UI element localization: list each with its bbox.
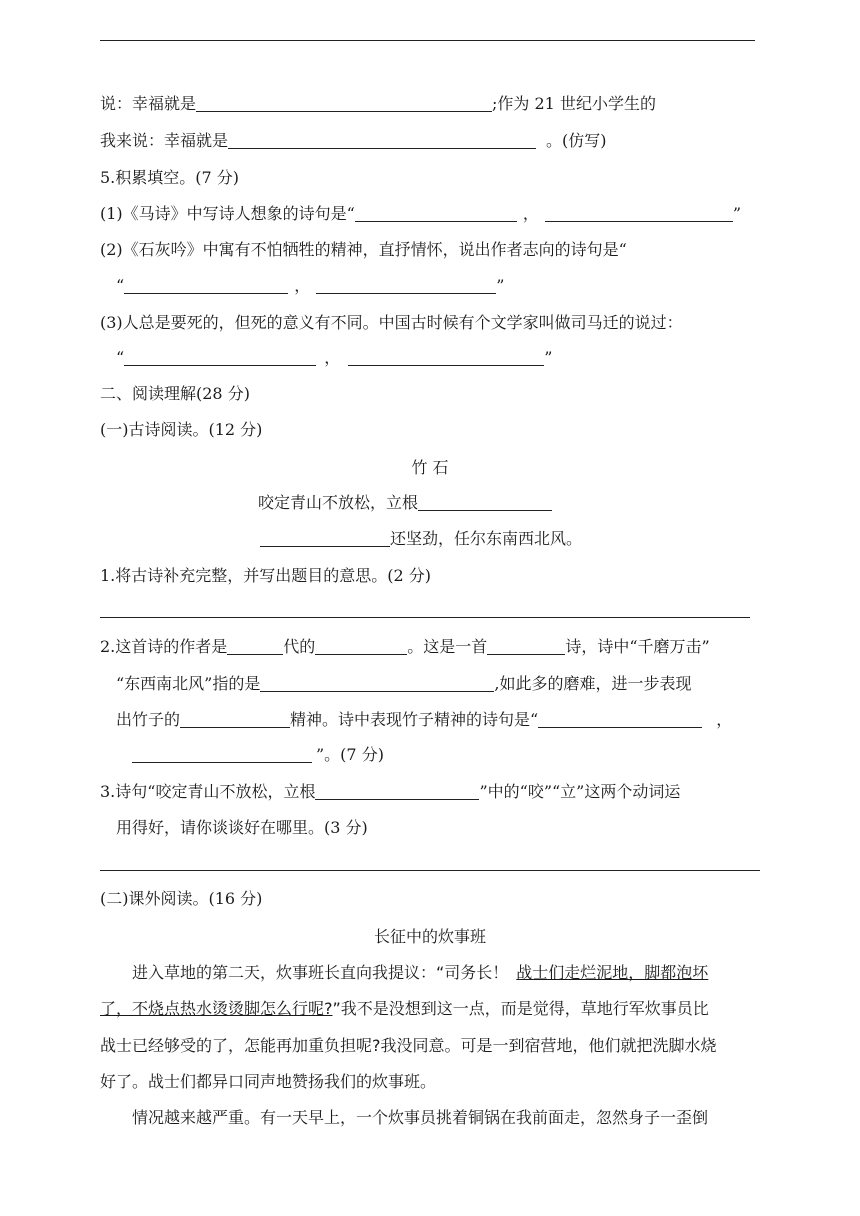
answer-blank[interactable] [260,675,494,692]
story-line: 情况越来越严重。有一天早上，一个炊事员挑着铜锅在我前面走，忽然身子一歪倒 [132,1108,709,1127]
answer-blank[interactable] [316,277,496,294]
question-heading: 1.将古诗补充完整，并写出题目的意思。(2 分) [100,566,432,585]
story-line: 好了。战士们都异口同声地赞扬我们的炊事班。 [100,1072,437,1091]
text: 3.诗句“咬定青山不放松，立根 [100,782,316,801]
text: 进入草地的第二天，炊事班长直向我提议：“司务长！ [132,963,509,982]
text: ”中的“咬”“立”这两个动词运 [479,782,681,801]
story-title: 长征中的炊事班 [373,927,486,946]
text: “ [116,348,125,367]
text: 2.这首诗的作者是 [100,637,228,656]
text: ”我不是没想到这一点，而是觉得，草地行军炊事员比 [332,999,709,1018]
text: 出竹子的 [116,710,181,729]
top-rule [100,40,755,41]
story-line [132,963,708,983]
text: ;作为 21 世纪小学生的 [492,94,656,113]
answer-blank[interactable] [196,95,492,112]
text-line: (2)《石灰吟》中寓有不怕牺牲的精神，直抒情怀，说出作者志向的诗句是“ [100,240,627,259]
text: ,如此多的磨难，进一步表现 [494,674,692,693]
text: ， [522,204,539,223]
text: 诗，诗中“千磨万击” [565,637,710,656]
story-line [100,999,709,1019]
text: 。这是一首 [407,637,488,656]
text-line [132,745,384,765]
underlined-text: 战士们走烂泥地，脚都泡坏 [516,963,709,982]
text-line [116,348,552,368]
answer-blank[interactable] [260,530,390,547]
answer-blank[interactable] [487,638,565,655]
text: ” [544,348,553,367]
poem-title: 竹 石 [411,458,449,477]
text-line [100,94,656,114]
answer-blank[interactable] [545,205,733,222]
answer-blank[interactable] [418,494,552,511]
text: “ [116,276,125,295]
poem-line [258,493,552,513]
poem-line [260,529,582,549]
text: 还坚劲，任尔东南西北风。 [390,529,583,548]
text-line [116,674,691,694]
text: ”。(7 分) [316,745,384,764]
answer-blank[interactable] [315,783,479,800]
text: 代的 [283,637,316,656]
text-line [100,131,607,151]
section-heading: 二、阅读理解(28 分) [100,384,250,403]
underlined-text: 了，不烧点热水烫烫脚怎么行呢? [100,999,333,1018]
text: 咬定青山不放松，立根 [258,493,419,512]
text: 说：幸福就是 [100,94,197,113]
text: ， [294,276,311,295]
text: 。(仿写) [546,131,607,150]
answer-blank[interactable] [132,746,312,763]
answer-blank[interactable] [227,638,283,655]
answer-blank[interactable] [180,711,290,728]
story-line: 战士已经够受的了，怎能再加重负担呢?我没同意。可是一到宿营地，他们就把洗脚水烧 [100,1036,717,1055]
subsection-heading: (二)课外阅读。(16 分) [100,889,263,908]
text-line [100,637,710,657]
text-line: 用得好，请你谈谈好在哪里。(3 分) [116,818,368,837]
answer-blank[interactable] [538,711,702,728]
text: ” [732,204,742,223]
answer-blank[interactable] [228,132,536,149]
text-line [100,204,741,224]
text: “东西南北风”指的是 [116,674,261,693]
question-heading: 5.积累填空。(7 分) [100,168,240,187]
text-line [116,276,504,296]
subsection-heading: (一)古诗阅读。(12 分) [100,420,263,439]
text-line [116,710,732,730]
answer-blank[interactable] [348,349,544,366]
text: ” [496,276,505,295]
text: (1)《马诗》中写诗人想象的诗句是“ [100,204,355,223]
answer-blank[interactable] [124,277,288,294]
text: 我来说：幸福就是 [100,131,229,150]
answer-blank[interactable] [315,638,407,655]
answer-line[interactable] [100,870,760,871]
text-line: (3)人总是要死的，但死的意义有不同。中国古时候有个文学家叫做司马迁的说过： [100,313,683,332]
answer-blank[interactable] [355,205,517,222]
answer-blank[interactable] [124,349,316,366]
text-line [100,782,680,802]
text: 精神。诗中表现竹子精神的诗句是“ [290,710,539,729]
text: ， [716,710,733,729]
answer-line[interactable] [100,617,750,618]
text: ， [324,348,341,367]
